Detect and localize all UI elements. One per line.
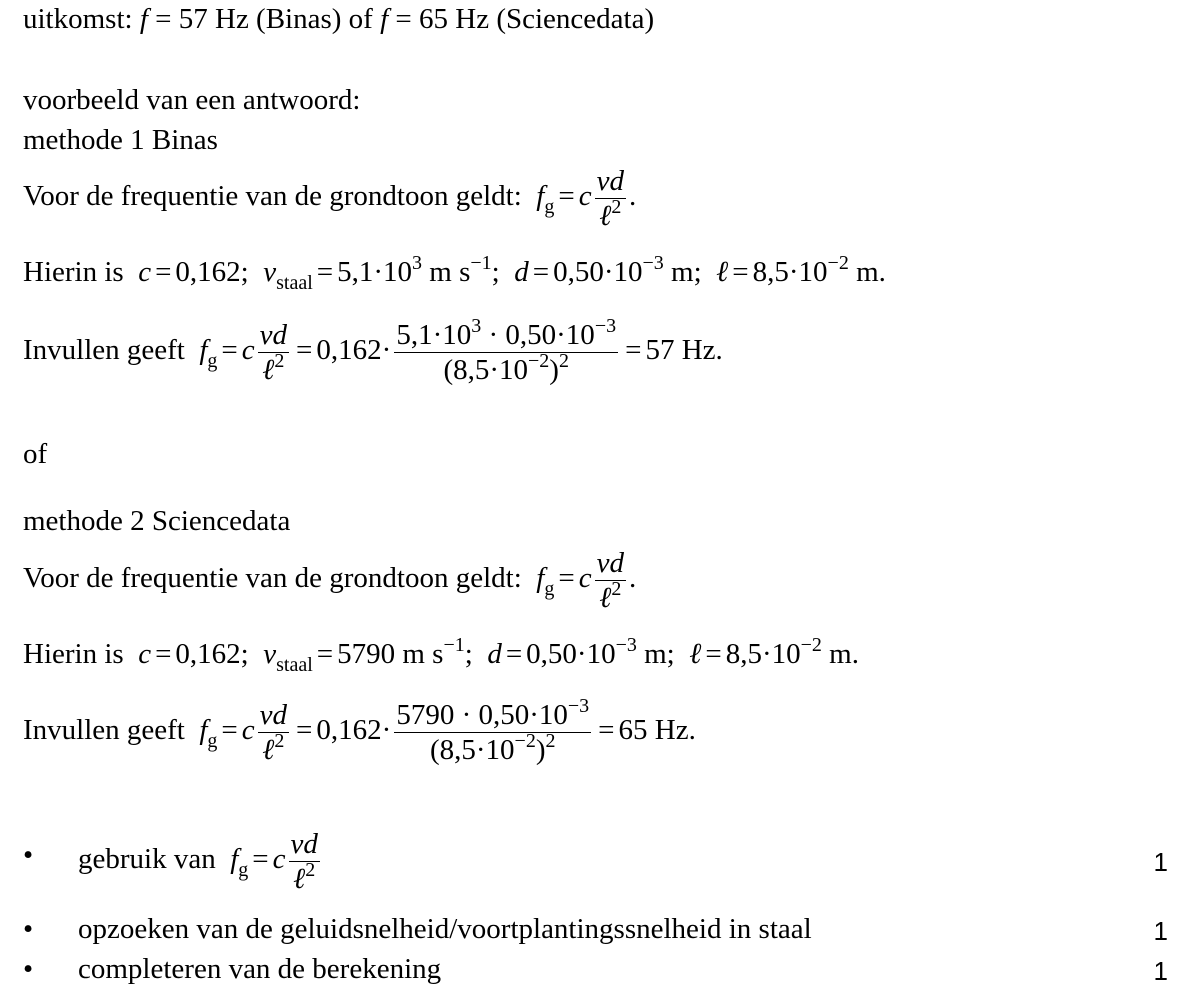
method-2-calculation-line [23, 695, 696, 767]
outcome-value-binas: = 57 Hz (Binas) of [147, 3, 381, 35]
c-value: 0,162; [175, 638, 249, 670]
outcome-line [23, 3, 654, 36]
denominator-close: ) [535, 734, 546, 766]
criterion-formula: $f_g = c$ $\frac{vd}{\ell^2}$ [230, 828, 318, 895]
method-1-formula-line [23, 164, 636, 233]
method-1-result: 57 Hz. [645, 334, 723, 367]
criterion-item [0, 953, 1180, 993]
criterion-item [0, 825, 1180, 895]
l-value: 8,5·10 [725, 638, 801, 670]
criterion-score: 1 [1153, 956, 1168, 986]
d-value: 0,50·10 [526, 638, 616, 670]
denominator-square: 2 [558, 350, 569, 372]
numerator-a: 5,1·10 [396, 319, 472, 351]
criterion-item [0, 913, 1180, 953]
method-1-given-line: Hierin is c = 0,162; $v_{staal} = 5,1\cdot 10^3$ m $s^{-1}$; $d = 0,50\cdot 10^{-3}$ m; ℓ = $8,5\cdot 10^{-2}$ m. [23, 252, 886, 294]
outcome-value-sciencedata: = 65 Hz (Sciencedata) [388, 3, 655, 35]
formula-intro-text: Voor de frequentie van de grondtoon geldt: [23, 180, 522, 213]
formula-intro-text: Voor de frequentie van de grondtoon geldt: [23, 562, 522, 595]
v-value: 5,1·10 [337, 256, 413, 288]
fill-in-text: Invullen geeft [23, 714, 185, 747]
method-1-calculation-line [23, 315, 723, 387]
d-exponent: −3 [642, 252, 664, 274]
v-unit-exponent: −1 [443, 634, 465, 656]
numerator-a: 5790 · 0,50·10 [396, 699, 568, 731]
fundamental-frequency-formula: $f_g = c$ $\frac{vd}{\ell^2}$ . [536, 165, 637, 232]
v-unit-exponent: −1 [470, 252, 492, 274]
l-exponent: −2 [800, 634, 822, 656]
criterion-score: 1 [1153, 847, 1168, 877]
method-2-title: methode 2 Sciencedata [23, 505, 291, 537]
given-intro-text: Hierin is [23, 256, 124, 288]
outcome-prefix: uitkomst: [23, 3, 140, 35]
outcome-f-symbol-2: f [380, 3, 389, 35]
numerator-a-exponent: 3 [471, 315, 482, 337]
v-value: 5790 [337, 638, 396, 670]
numerator-b-exponent: −3 [594, 315, 617, 337]
method-2-formula-line [23, 546, 636, 615]
denominator: (8,5·10 [443, 354, 529, 386]
v-unit: m s [402, 638, 444, 670]
v-unit: m s [429, 256, 471, 288]
method-2-given-line: Hierin is c = 0,162; $v_{staal} = 5790$ m $s^{-1}$; $d = 0,50\cdot 10^{-3}$ m; ℓ = $8,5\cdot 10^{-2}$ m. [23, 634, 859, 676]
outcome-f-symbol: f [139, 3, 148, 35]
method-2-result: 65 Hz. [618, 714, 696, 747]
numerator-b: · 0,50·10 [481, 319, 595, 351]
l-value: 8,5·10 [752, 256, 828, 288]
fill-in-text: Invullen geeft [23, 334, 185, 367]
fundamental-frequency-formula: $f_g = c$ $\frac{vd}{\ell^2}$ . [536, 547, 637, 614]
given-intro-text: Hierin is [23, 638, 124, 670]
d-value: 0,50·10 [553, 256, 643, 288]
example-answer-heading: voorbeeld van een antwoord: [23, 84, 361, 116]
v-subscript: staal [276, 654, 313, 676]
or-separator: of [23, 438, 48, 470]
denominator-close: ) [549, 354, 559, 386]
method-1-title: methode 1 Binas [23, 124, 218, 156]
denominator: (8,5·10 [429, 734, 515, 766]
method-2-calculation: $f_g = c$ $\frac{vd}{\ell^2}$ = 0,162· $\frac{5790 \cdot 0,50\cdot 10^{-3}}{(8,5\cdot 10^{-2})^2}$ = 65 Hz. [199, 695, 696, 766]
denominator-square: 2 [545, 730, 556, 752]
bullet-icon: • [23, 953, 34, 985]
criterion-score: 1 [1153, 916, 1168, 946]
c-value: 0,162; [175, 256, 249, 288]
criterion-text: completeren van de berekening [78, 953, 442, 985]
method-1-calculation: $f_g = c$ $\frac{vd}{\ell^2}$ = 0,162· $\frac{5,1\cdot 10^3 \cdot 0,50\cdot 10^{-3}}{(8,5\cdot 10^{-2})^2}$ = 57 Hz. [199, 315, 723, 386]
d-exponent: −3 [615, 634, 637, 656]
l-exponent: −2 [827, 252, 849, 274]
v-subscript: staal [276, 272, 313, 294]
bullet-icon: • [23, 913, 34, 945]
denominator-exponent: −2 [514, 730, 536, 752]
criterion-text: opzoeken van de geluidsnelheid/voortplantingssnelheid in staal [78, 913, 812, 945]
numerator-a-exponent: −3 [567, 695, 590, 717]
bullet-icon: • [23, 839, 34, 871]
denominator-exponent: −2 [528, 350, 550, 372]
v-exponent: 3 [412, 252, 423, 274]
criterion-text: gebruik van [78, 843, 216, 876]
